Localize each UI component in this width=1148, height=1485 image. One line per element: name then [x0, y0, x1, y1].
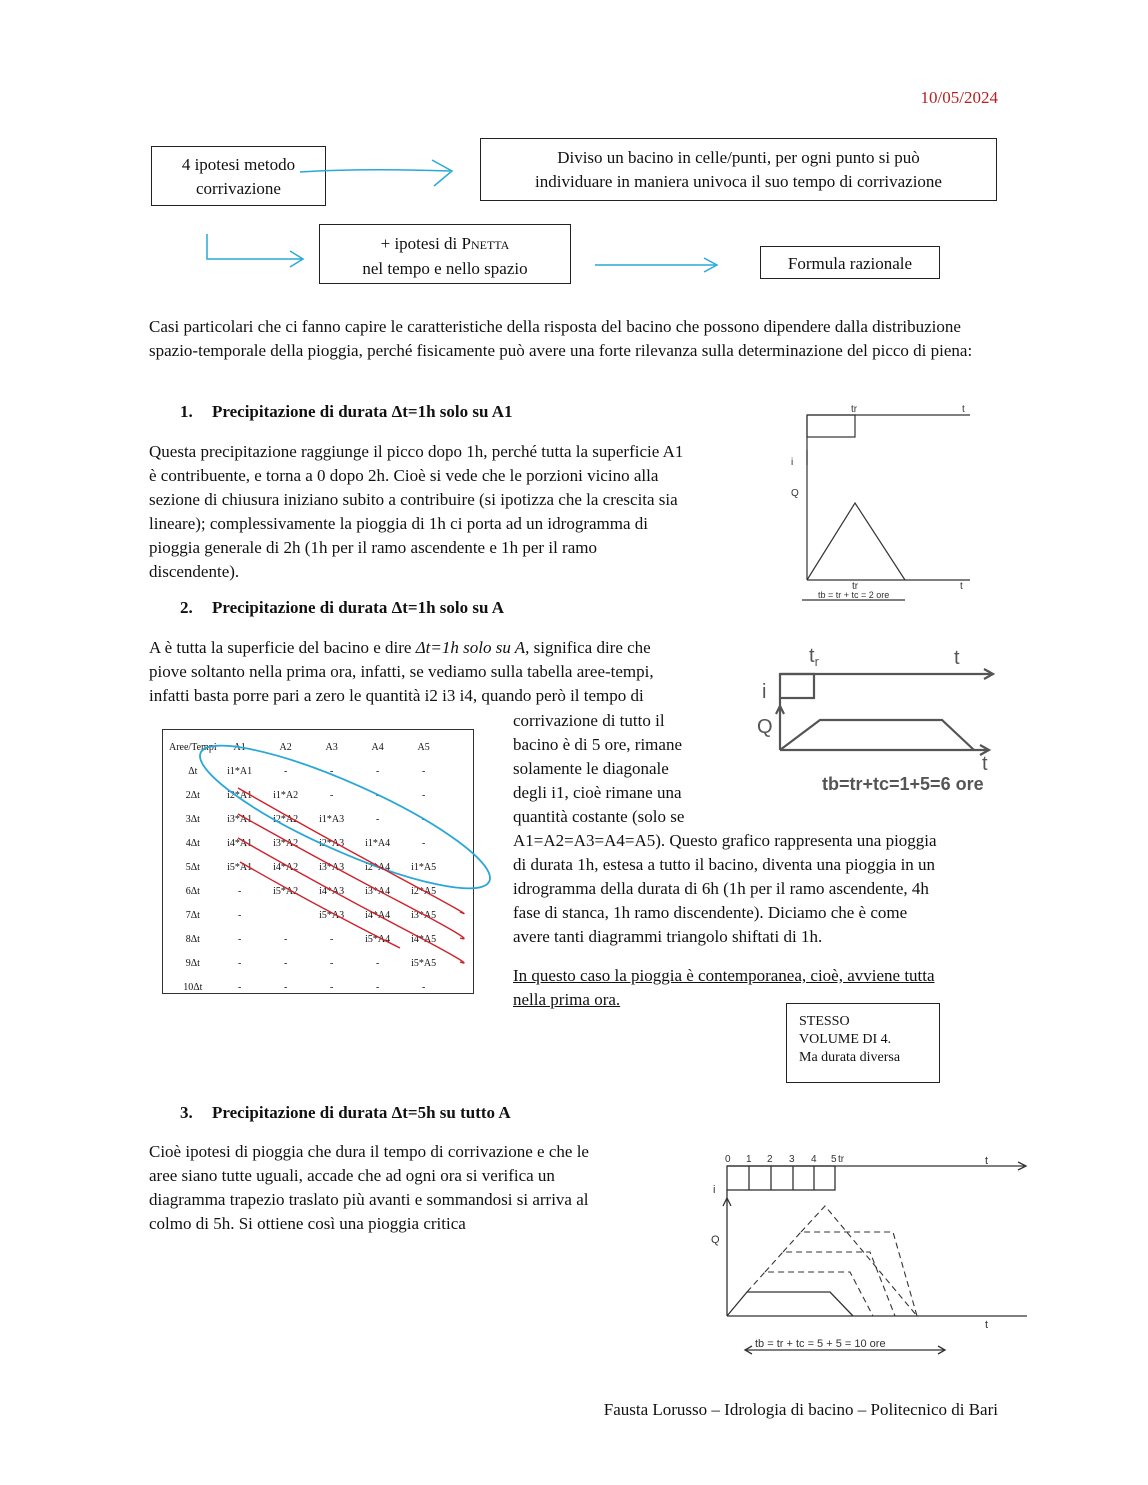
fig3-i: i — [713, 1184, 716, 1196]
table-cell: - — [237, 885, 242, 897]
table-cell: i4*A3 — [319, 885, 345, 897]
fig3-t-bottom: t — [985, 1319, 989, 1331]
s2-l1i: Δt=1h solo su A, — [415, 638, 530, 657]
s1-line: pioggia generale di 2h (1h per il ramo ascendente e 1h per il ramo — [149, 538, 597, 557]
fig3-q: Q — [711, 1234, 720, 1246]
table-cell: 9Δt — [185, 957, 200, 969]
section-3-text — [149, 1140, 679, 1236]
table-cell: 2Δt — [185, 789, 200, 801]
table-cell: 10Δt — [183, 981, 203, 993]
note-line: VOLUME DI 4. — [799, 1032, 892, 1047]
box2-line1: Diviso un bacino in celle/punti, per ogni punto si può — [557, 148, 920, 167]
box3-prefix: + ipotesi di P — [380, 234, 471, 253]
table-cell: i5*A3 — [319, 909, 345, 921]
table-cell: - — [237, 909, 242, 921]
s2-l1b: significa dire che — [529, 638, 651, 657]
section-1-heading — [180, 402, 513, 422]
table-cell: i1*A5 — [411, 861, 437, 873]
box1-line1: 4 ipotesi metodo — [181, 155, 296, 174]
s3-line: aree siano tutte uguali, accade che ad ogni ora si verifica un — [149, 1166, 555, 1185]
table-cell: i1*A3 — [319, 813, 345, 825]
box3-sub: NETTA — [470, 238, 510, 252]
table-cell: - — [375, 765, 380, 777]
table-cell: 6Δt — [185, 885, 200, 897]
s2-wide-line: A1=A2=A3=A4=A5). Questo grafico rappresenta una pioggia — [513, 831, 937, 850]
table-cell: i5*A1 — [227, 861, 253, 873]
fig2-tb: tb=tr+tc=1+5=6 ore — [822, 774, 984, 794]
arrow-box1-to-box3 — [207, 234, 302, 259]
section-3-title: Precipitazione di durata Δt=5h su tutto A — [212, 1103, 511, 1122]
fig3-tick-0: 0 — [725, 1154, 731, 1165]
section-2-text-side — [513, 709, 733, 829]
table-cell: i2*A4 — [365, 861, 391, 873]
table-cell: - — [329, 933, 334, 945]
table-cell: i3*A4 — [365, 885, 391, 897]
table-cell: 4Δt — [185, 837, 200, 849]
fig1-tr-bottom: tr — [852, 581, 859, 592]
fig1-i: i — [791, 457, 794, 468]
s2-side-line: quantità costante (solo se — [513, 807, 685, 826]
table-cell: - — [237, 933, 242, 945]
date: 10/05/2024 — [920, 88, 998, 107]
figure-2-trapezoid-hydrograph — [752, 638, 1017, 808]
table-cell: - — [421, 837, 426, 849]
fig1-tb: tb = tr + tc = 2 ore — [818, 590, 890, 600]
table-cell: i3*A5 — [411, 909, 437, 921]
s2-line: piove soltanto nella prima ora, infatti, se vediamo sulla tabella aree-tempi, — [149, 662, 654, 681]
fig2-q: Q — [757, 716, 773, 738]
section-3-heading — [180, 1103, 511, 1123]
table-cell: - — [375, 957, 380, 969]
table-cell: i4*A2 — [273, 861, 299, 873]
table-cell: i3*A1 — [227, 813, 253, 825]
fig3-tr: tr — [838, 1154, 845, 1165]
table-cell: i5*A4 — [365, 933, 391, 945]
table-cell: 7Δt — [185, 909, 200, 921]
table-cell: - — [375, 813, 380, 825]
table-cell: i2*A3 — [319, 837, 345, 849]
table-cell: i1*A4 — [365, 837, 391, 849]
s1-line: sezione di chiusura iniziano subito a contribuire (si ipotizza che la crescita sia — [149, 490, 678, 509]
table-cell: i5*A2 — [273, 885, 299, 897]
fig3-tick-4: 4 — [811, 1154, 817, 1165]
table-cell: i4*A5 — [411, 933, 437, 945]
fig3-tb: tb = tr + tc = 5 + 5 = 10 ore — [755, 1338, 886, 1350]
table-cell: 8Δt — [185, 933, 200, 945]
table-cell: - — [329, 957, 334, 969]
table-header-cell: A1 — [233, 741, 246, 753]
section-2-title: Precipitazione di durata Δt=1h solo su A — [212, 598, 505, 617]
s2-line: infatti basta porre pari a zero le quantità i2 i3 i4, quando però il tempo di — [149, 686, 644, 705]
table-header-cell: A2 — [279, 741, 292, 753]
fig3-tick-1: 1 — [746, 1154, 752, 1165]
section-2-text-wide — [513, 829, 1003, 949]
section-1-number: 1. — [180, 402, 193, 421]
table-header-cell: Aree/Tempi — [169, 741, 217, 753]
table-annotations — [150, 720, 500, 1010]
box3-line2: nel tempo e nello spazio — [362, 259, 528, 278]
table-cell: i2*A2 — [273, 813, 299, 825]
fig1-t-bottom: t — [960, 581, 963, 592]
s2-underline-line: In questo caso la pioggia è contemporanea, cioè, avviene tutta — [513, 966, 935, 985]
fig3-tick-2: 2 — [767, 1154, 773, 1165]
note-line: Ma durata diversa — [799, 1050, 901, 1065]
s2-side-line: corrivazione di tutto il — [513, 711, 665, 730]
box4-text: Formula razionale — [787, 254, 913, 273]
table-cell: - — [375, 789, 380, 801]
section-2-text-top — [149, 636, 729, 708]
fig2-tr: $t_r$ — [809, 645, 819, 669]
table-cell: i4*A1 — [227, 837, 253, 849]
figure-3-critical-rain-hydrograph — [705, 1148, 1035, 1373]
s2-wide-line: fase di stanca, 1h ramo discendente). Diciamo che è come — [513, 903, 908, 922]
arrow-box1-to-box2 — [300, 170, 450, 172]
fig2-i: i — [762, 681, 767, 703]
table-cell: - — [375, 981, 380, 993]
box1-line2: corrivazione — [196, 179, 281, 198]
note-stesso-volume — [786, 1003, 940, 1083]
table-cell: - — [283, 957, 288, 969]
table-cell: 3Δt — [185, 813, 200, 825]
fig3-tick-5: 5 — [831, 1154, 837, 1165]
intro-paragraph: Casi particolari che ci fanno capire le caratteristiche della risposta del bacino che possono dipendere dalla distribuzione spazio-temporale della pioggia, perché fisicamente può avere una forte rilevanza sulla determinazione del picco di piena: — [149, 317, 973, 360]
s2-wide-line: avere tanti diagrammi triangolo shiftati di 1h. — [513, 927, 823, 946]
table-cell: - — [329, 765, 334, 777]
table-cell: - — [421, 765, 426, 777]
s2-wide-line: idrogramma della durata di 6h (1h per il ramo ascendente, 4h — [513, 879, 929, 898]
s3-line: colmo di 5h. Si ottiene così una pioggia critica — [149, 1214, 466, 1233]
section-3-number: 3. — [180, 1103, 193, 1122]
table-cell: - — [237, 957, 242, 969]
section-2-number: 2. — [180, 598, 193, 617]
table-cell: - — [421, 813, 426, 825]
table-cell: i2*A5 — [411, 885, 437, 897]
table-cell: i3*A2 — [273, 837, 299, 849]
table-cell: - — [421, 789, 426, 801]
table-cell: i1*A1 — [227, 765, 253, 777]
fig2-t-bottom: t — [982, 753, 988, 775]
s2-l1a: A è tutta la superficie del bacino e dire — [149, 638, 416, 657]
fig1-t-top: t — [962, 404, 965, 415]
note-line: STESSO — [799, 1014, 850, 1029]
table-cell: i5*A5 — [411, 957, 437, 969]
s2-wide-line: di durata 1h, estesa a tutto il bacino, diventa una pioggia in un — [513, 855, 936, 874]
section-1-title: Precipitazione di durata Δt=1h solo su A1 — [212, 402, 513, 421]
s1-line: lineare); complessivamente la pioggia di 1h ci porta ad un idrogramma di — [149, 514, 648, 533]
s2-side-line: solamente le diagonale — [513, 759, 669, 778]
s3-line: Cioè ipotesi di pioggia che dura il tempo di corrivazione e che le — [149, 1142, 589, 1161]
table-header-cell: A4 — [371, 741, 384, 753]
table-cell: i2*A1 — [227, 789, 253, 801]
table-cell: i4*A4 — [365, 909, 391, 921]
fig1-q: Q — [791, 488, 799, 499]
table-cell: - — [283, 765, 288, 777]
s3-line: diagramma trapezio traslato più avanti e sommandosi si arriva al — [149, 1190, 589, 1209]
table-cell: i1*A2 — [273, 789, 299, 801]
table-header-cell: A5 — [417, 741, 430, 753]
section-1-text — [149, 440, 769, 584]
flow-arrows — [0, 0, 1148, 320]
s1-line: discendente). — [149, 562, 240, 581]
s2-side-line: degli i1, cioè rimane una — [513, 783, 682, 802]
box2-line2: individuare in maniera univoca il suo tempo di corrivazione — [535, 172, 942, 191]
s2-side-line: bacino è di 5 ore, rimane — [513, 735, 682, 754]
table-cell: 5Δt — [185, 861, 200, 873]
fig2-t-top: t — [954, 647, 960, 669]
table-cell: - — [237, 981, 242, 993]
table-cell: - — [329, 981, 334, 993]
table-cell: - — [421, 981, 426, 993]
s1-line: è contribuente, e torna a 0 dopo 2h. Cioè si vede che le porzioni vicino alla — [149, 466, 659, 485]
table-cell: - — [283, 933, 288, 945]
figure-1-triangle-hydrograph — [780, 395, 1000, 610]
s2-underline-line: nella prima ora. — [513, 990, 621, 1009]
s1-line: Questa precipitazione raggiunge il picco dopo 1h, perché tutta la superficie A1 — [149, 442, 684, 461]
table-cell: - — [283, 981, 288, 993]
fig3-tick-3: 3 — [789, 1154, 795, 1165]
fig3-t-top: t — [985, 1155, 989, 1167]
footer: Fausta Lorusso – Idrologia di bacino – Politecnico di Bari — [603, 1400, 998, 1419]
section-2-heading — [180, 598, 504, 618]
s2-line1 — [149, 636, 729, 660]
table-cell: - — [329, 789, 334, 801]
table-header-cell: A3 — [325, 741, 338, 753]
table-cell: i3*A3 — [319, 861, 345, 873]
fig1-tr-top: tr — [851, 404, 858, 415]
table-cell: Δt — [188, 765, 198, 777]
